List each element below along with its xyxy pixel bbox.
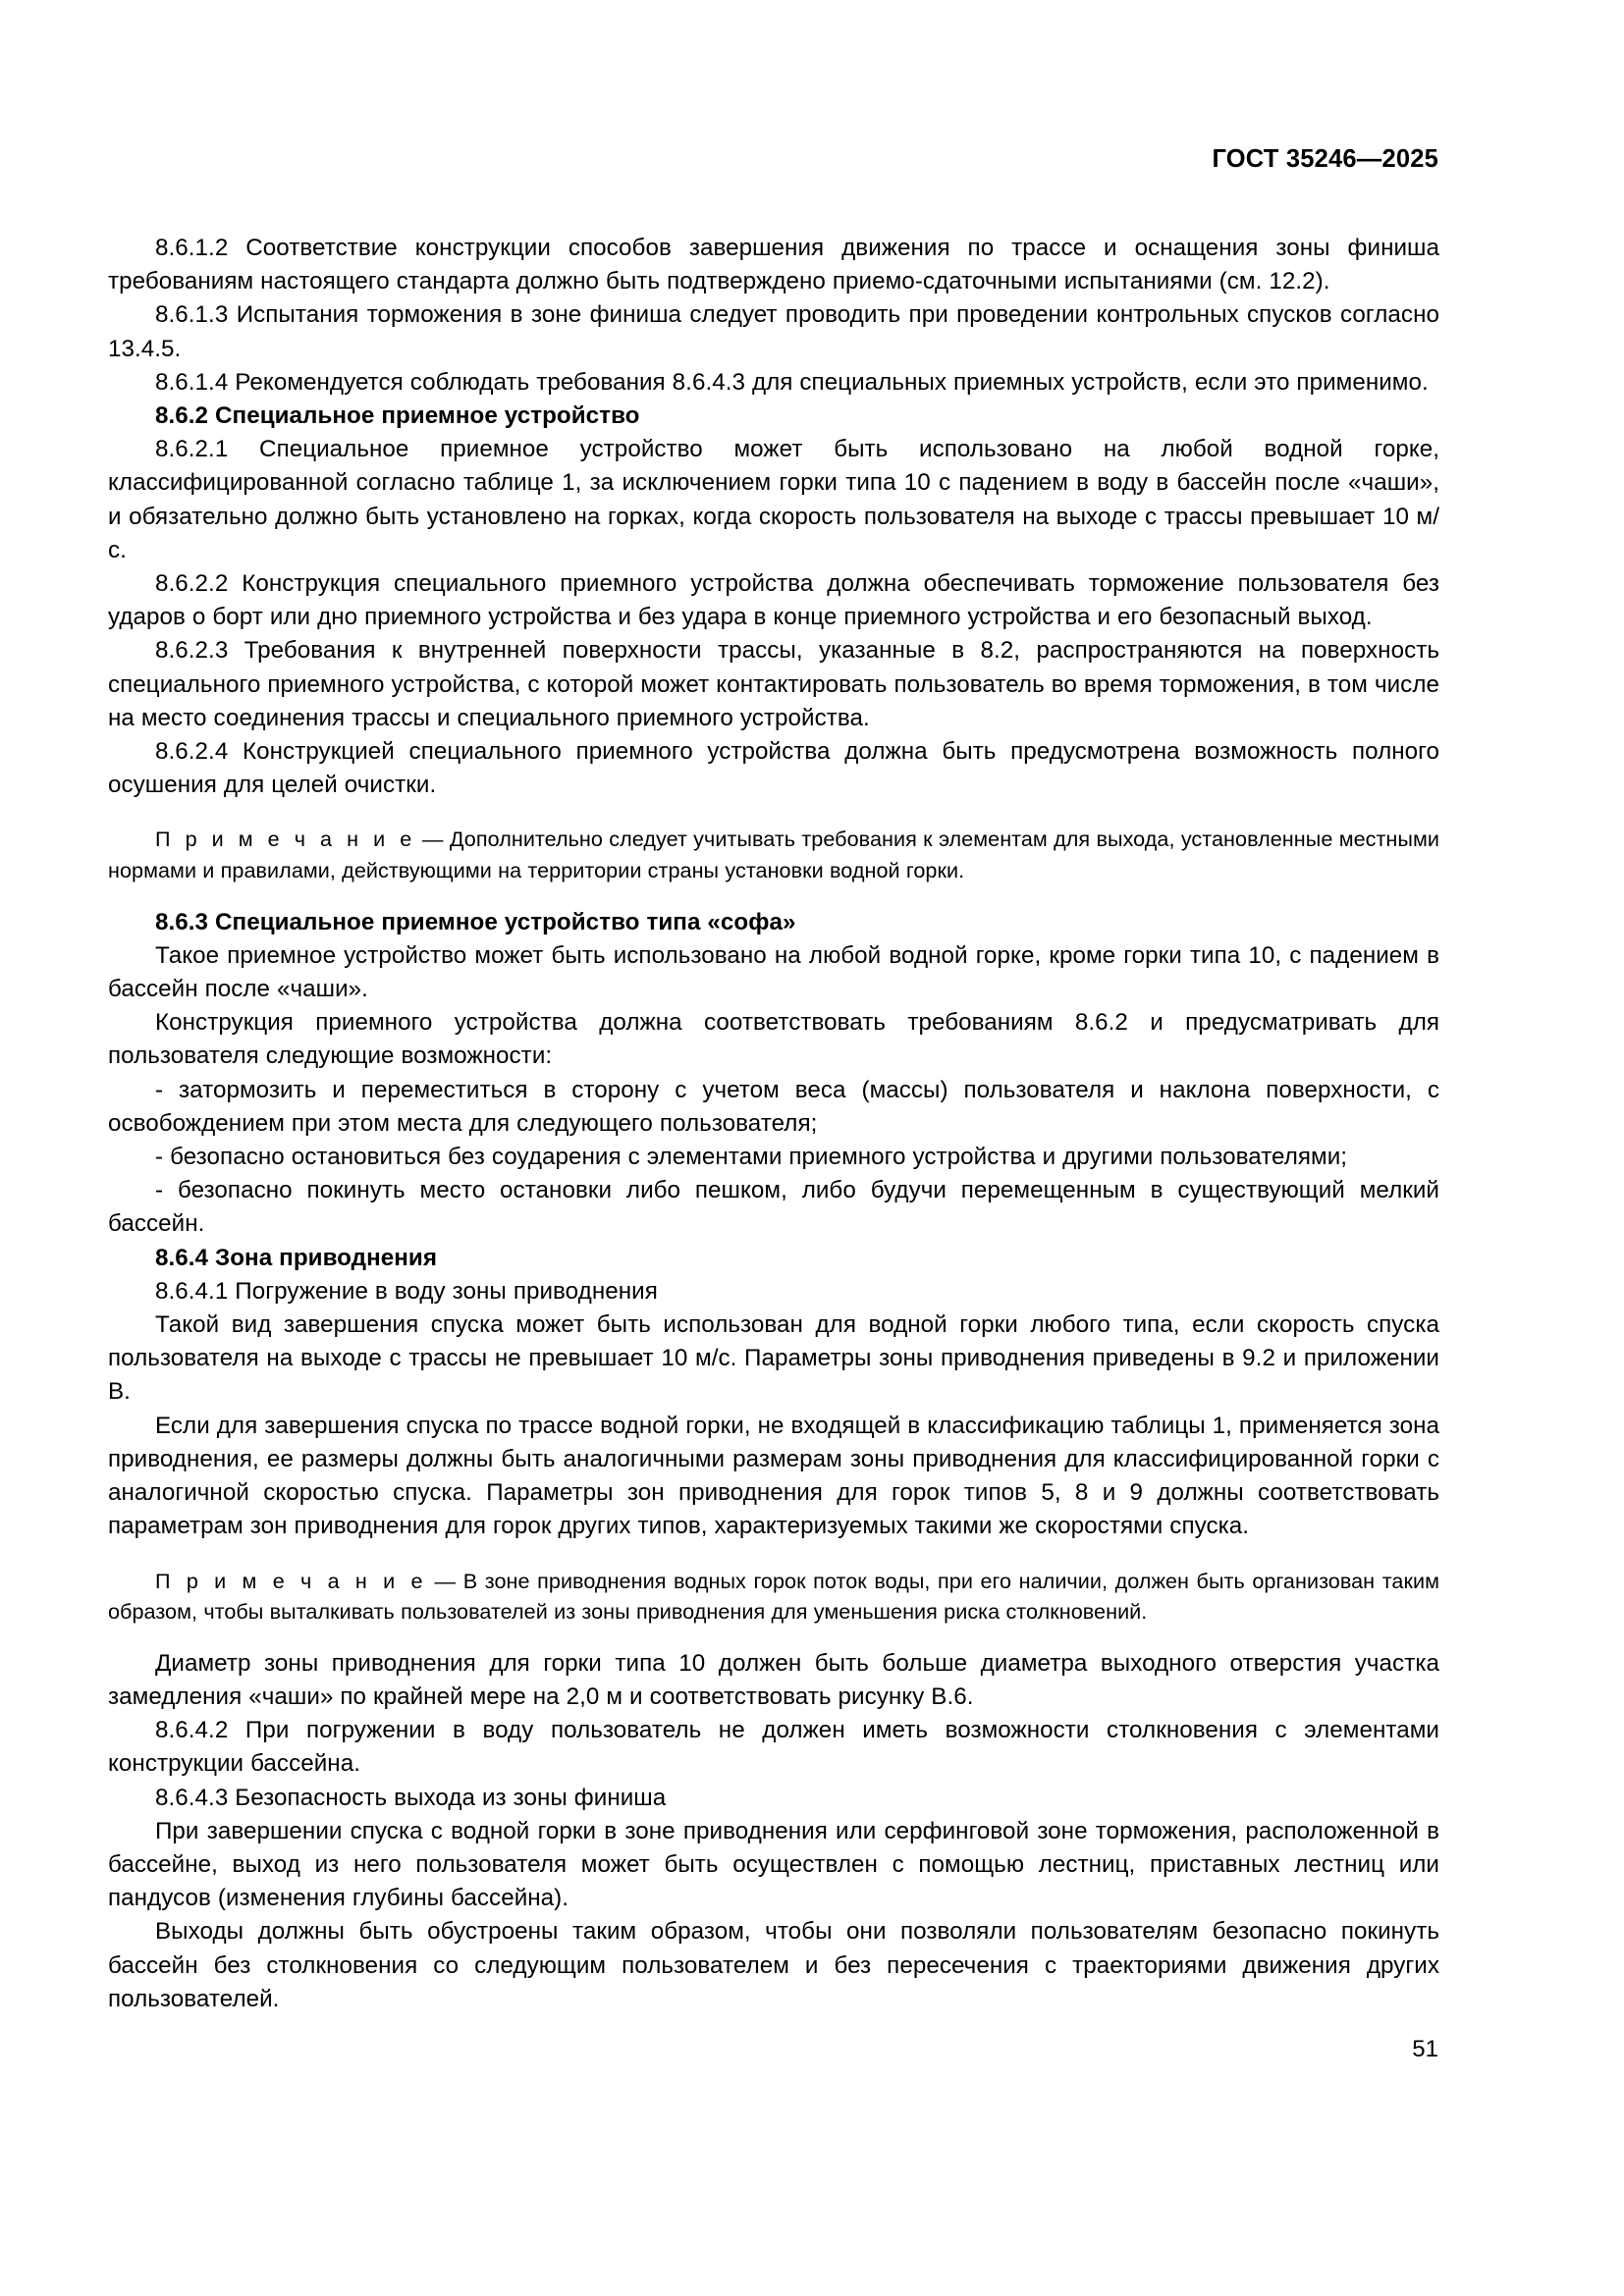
page-body-text (108, 232, 1439, 2016)
note-label-1: П р и м е ч а н и е (155, 827, 416, 852)
paragraph-8-6-4-1-a: Такой вид завершения спуска может быть использован для водной горки любого типа, если скорость спуска пользователя на выходе с трассы не превышает 10 м/с. Параметры зоны приводнения приведены в 9.2 и приложении В. (108, 1311, 1439, 1406)
note-block-1 (108, 824, 1439, 885)
heading-8-6-2: 8.6.2 Специальное приемное устройство (155, 402, 640, 430)
note-dash-1: — (415, 827, 450, 852)
heading-8-6-3: 8.6.3 Специальное приемное устройство типа «софа» (155, 908, 796, 935)
paragraph-8-6-4-3-a: При завершении спуска с водной горки в зоне приводнения или серфинговой зоне торможения, расположенной в бассейне, выход из него пользователя может быть осуществлен с помощью лестниц, приставных лестниц или пандусов (изменения глубины бассейна). (108, 1817, 1439, 1912)
note-label-2: П р и м е ч а н и е (155, 1568, 427, 1593)
note-dash-2: — (426, 1568, 463, 1593)
paragraph-8-6-4-1-c: Диаметр зоны приводнения для горки типа 10 должен быть больше диаметра выходного отверстия участка замедления «чаши» по крайней мере на 2,0 м и соответствовать рисунку В.6. (108, 1649, 1439, 1710)
paragraph-8-6-2-4: 8.6.2.4 Конструкцией специального приемного устройства должна быть предусмотрена возможность полного осушения для целей очистки. (108, 738, 1439, 799)
paragraph-8-6-1-2: 8.6.1.2 Соответствие конструкции способов завершения движения по трассе и оснащения зоны финиша требованиям настоящего стандарта должно быть подтверждено приемо-сдаточными испытаниями (см. 12.2). (108, 235, 1439, 295)
paragraph-8-6-4-1: 8.6.4.1 Погружение в воду зоны приводнения (155, 1277, 658, 1305)
paragraph-8-6-2-1: 8.6.2.1 Специальное приемное устройство может быть использовано на любой водной горке, классифицированной согласно таблице 1, за исключением горки типа 10 с падением в воду в бассейн после «чаши», и обязательно должно быть установлено на горках, когда скорость пользователя на выходе с трассы превышает 10 м/с. (108, 436, 1439, 563)
running-header-standard-number: ГОСТ 35246—2025 (1212, 145, 1438, 173)
paragraph-8-6-3-a: Такое приемное устройство может быть использовано на любой водной горке, кроме горки типа 10, с падением в бассейн после «чаши». (108, 941, 1439, 1003)
heading-8-6-4: 8.6.4 Зона приводнения (155, 1244, 437, 1271)
paragraph-8-6-4-2: 8.6.4.2 При погружении в воду пользователь не должен иметь возможности столкновения с элементами конструкции бассейна. (108, 1717, 1439, 1778)
note-text-1: Дополнительно следует учитывать требования к элементам для выхода, установленные местными нормами и правилами, действующими на территории страны установки водной горки. (108, 827, 1439, 883)
list-item-8-6-3-2: - безопасно остановиться без соударения с элементами приемного устройства и другими пользователями; (155, 1144, 1348, 1171)
paragraph-8-6-4-3-b: Выходы должны быть обустроены таким образом, чтобы они позволяли пользователям безопасно покинуть бассейн без столкновения со следующим пользователем и без пересечения с траекториями движения других пользователей. (108, 1918, 1439, 2012)
paragraph-8-6-2-3: 8.6.2.3 Требования к внутренней поверхности трассы, указанные в 8.2, распространяются на поверхность специального приемного устройства, с которой может контактировать пользователь во время торможения, в том числе на место соединения трассы и специального приемного устройства. (108, 637, 1439, 731)
list-item-8-6-3-1: - затормозить и переместиться в сторону с учетом веса (массы) пользователя и наклона поверхности, с освобождением при этом места для следующего пользователя; (108, 1076, 1439, 1137)
note-block-2 (108, 1566, 1439, 1628)
list-item-8-6-3-3: - безопасно покинуть место остановки либо пешком, либо будучи перемещенным в существующий мелкий бассейн. (108, 1177, 1439, 1238)
note-text-2: В зоне приводнения водных горок поток воды, при его наличии, должен быть организован таким образом, чтобы выталкивать пользователей из зоны приводнения для уменьшения риска столкновений. (108, 1568, 1439, 1625)
page-number: 51 (1412, 2036, 1438, 2062)
paragraph-8-6-1-4: 8.6.1.4 Рекомендуется соблюдать требования 8.6.4.3 для специальных приемных устройств, если это применимо. (155, 368, 1429, 396)
paragraph-8-6-2-2: 8.6.2.2 Конструкция специального приемного устройства должна обеспечивать торможение пользователя без ударов о борт или дно приемного устройства и без удара в конце приемного устройства и его безопасный выход. (108, 570, 1439, 631)
paragraph-8-6-4-1-b: Если для завершения спуска по трассе водной горки, не входящей в классификацию таблицы 1, применяется зона приводнения, ее размеры должны быть аналогичными размерам зоны приводнения для классифицированной горки с аналогичной скоростью спуска. Параметры зон приводнения для горок типов 5, 8 и 9 должны соответствовать параметрам зон приводнения для горок других типов, характеризуемых такими же скоростями спуска. (108, 1412, 1439, 1540)
paragraph-8-6-3-b: Конструкция приемного устройства должна соответствовать требованиям 8.6.2 и предусматривать для пользователя следующие возможности: (108, 1009, 1439, 1070)
note-2 (108, 1566, 1439, 1628)
paragraph-8-6-1-3: 8.6.1.3 Испытания торможения в зоне финиша следует проводить при проведении контрольных спусков согласно 13.4.5. (108, 301, 1439, 362)
paragraph-8-6-4-3: 8.6.4.3 Безопасность выхода из зоны финиша (155, 1784, 667, 1811)
note-1 (108, 824, 1439, 885)
